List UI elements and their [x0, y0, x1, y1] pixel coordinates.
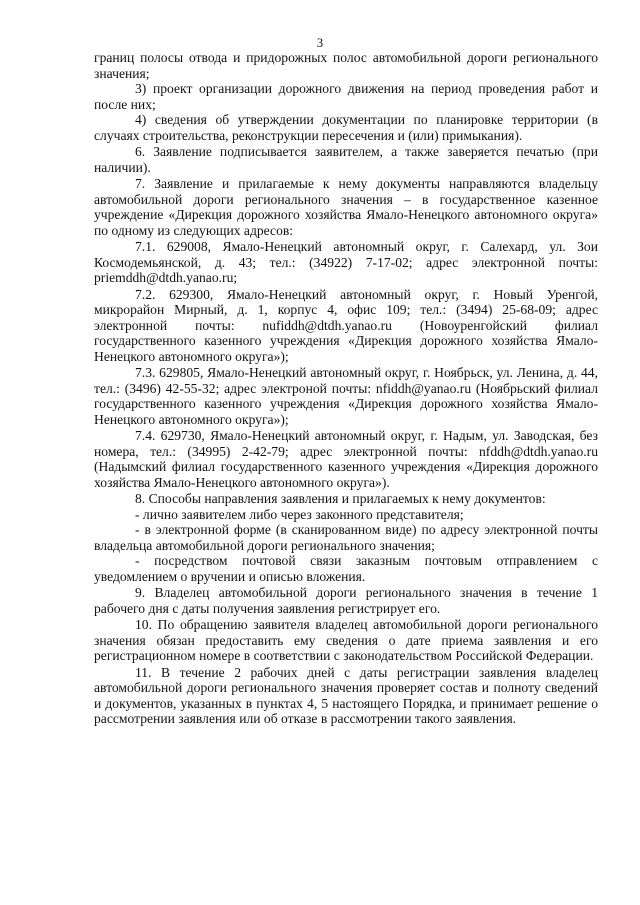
paragraph-9: 9. Владелец автомобильной дороги регионального значения в течение 1 рабочего дня с даты получения заявления регистрирует его.	[94, 585, 598, 616]
paragraph-7-1: 7.1. 629008, Ямало-Ненецкий автономный округ, г. Салехард, ул. Зои Космодемьянской, д. 43; тел.: (34922) 7-17-02; адрес электронной почты: priemddh@dtdh.yanao.ru;	[94, 239, 598, 285]
paragraph-7-2: 7.2. 629300, Ямало-Ненецкий автономный округ, г. Новый Уренгой, микрорайон Мирный, д. 1, корпус 4, офис 109; тел.: (3494) 25-68-09; адрес электронной почты: nufiddh@dtdh.yanao.ru (Новоуренгойский филиал государственного казенного учреждения «Дирекция дорожного хозяйства Ямало-Ненецкого автономного округа»);	[94, 286, 598, 364]
page-number: 3	[316, 36, 324, 50]
list-item-postal: - посредством почтовой связи заказным почтовым отправлением с уведомлением о вручении и описью вложения.	[94, 553, 598, 584]
paragraph-item-3: 3) проект организации дорожного движения на период проведения работ и после них;	[94, 81, 598, 112]
paragraph-7-4: 7.4. 629730, Ямало-Ненецкий автономный округ, г. Надым, ул. Заводская, без номера, тел.: (34995) 2-42-79; адрес электронной почты: nfddh@dtdh.yanao.ru (Надымский филиал государственного казенного учреждения «Дирекция дорожного хозяйства Ямало-Ненецкого автономного округа»).	[94, 428, 598, 490]
paragraph-7: 7. Заявление и прилагаемые к нему документы направляются владельцу автомобильной дороги регионального значения – в государственное казенное учреждение «Дирекция дорожного хозяйства Ямало-Ненецкого автономного округа» по одному из следующих адресов:	[94, 176, 598, 238]
paragraph-item-4: 4) сведения об утверждении документации по планировке территории (в случаях строительства, реконструкции пересечения и (или) примыкания).	[94, 112, 598, 143]
paragraph-7-3: 7.3. 629805, Ямало-Ненецкий автономный округ, г. Ноябрьск, ул. Ленина, д. 44, тел.: (3496) 42-55-32; адрес электроной почты: nfiddh@yanao.ru (Ноябрьский филиал государственного казенного учреждения «Дирекция дорожного хозяйства Ямало-Ненецкого автономного округа»);	[94, 365, 598, 427]
list-item-in-person: - лично заявителем либо через законного представителя;	[135, 506, 464, 522]
paragraph-10: 10. По обращению заявителя владелец автомобильной дороги регионального значения обязан предоставить ему сведения о дате приема заявления и его регистрационном номере в соответствии с законодательством Российской Федерации.	[94, 617, 598, 663]
paragraph-11: 11. В течение 2 рабочих дней с даты регистрации заявления владелец автомобильной дороги регионального значения проверяет состав и полноту сведений и документов, указанных в пунктах 4, 5 настоящего Порядка, и принимает решение о рассмотрении заявления или об отказе в рассмотрении такого заявления.	[94, 664, 598, 726]
document-body	[94, 50, 598, 727]
paragraph-8: 8. Способы направления заявления и прилагаемых к нему документов:	[135, 491, 546, 506]
paragraph-6: 6. Заявление подписывается заявителем, а также заверяется печатью (при наличии).	[94, 144, 598, 175]
list-item-electronic: - в электронной форме (в сканированном виде) по адресу электронной почты владельца автомобильной дороги регионального значения;	[94, 522, 598, 553]
paragraph-continuation: границ полосы отвода и придорожных полос автомобильной дороги регионального значения;	[94, 50, 598, 81]
